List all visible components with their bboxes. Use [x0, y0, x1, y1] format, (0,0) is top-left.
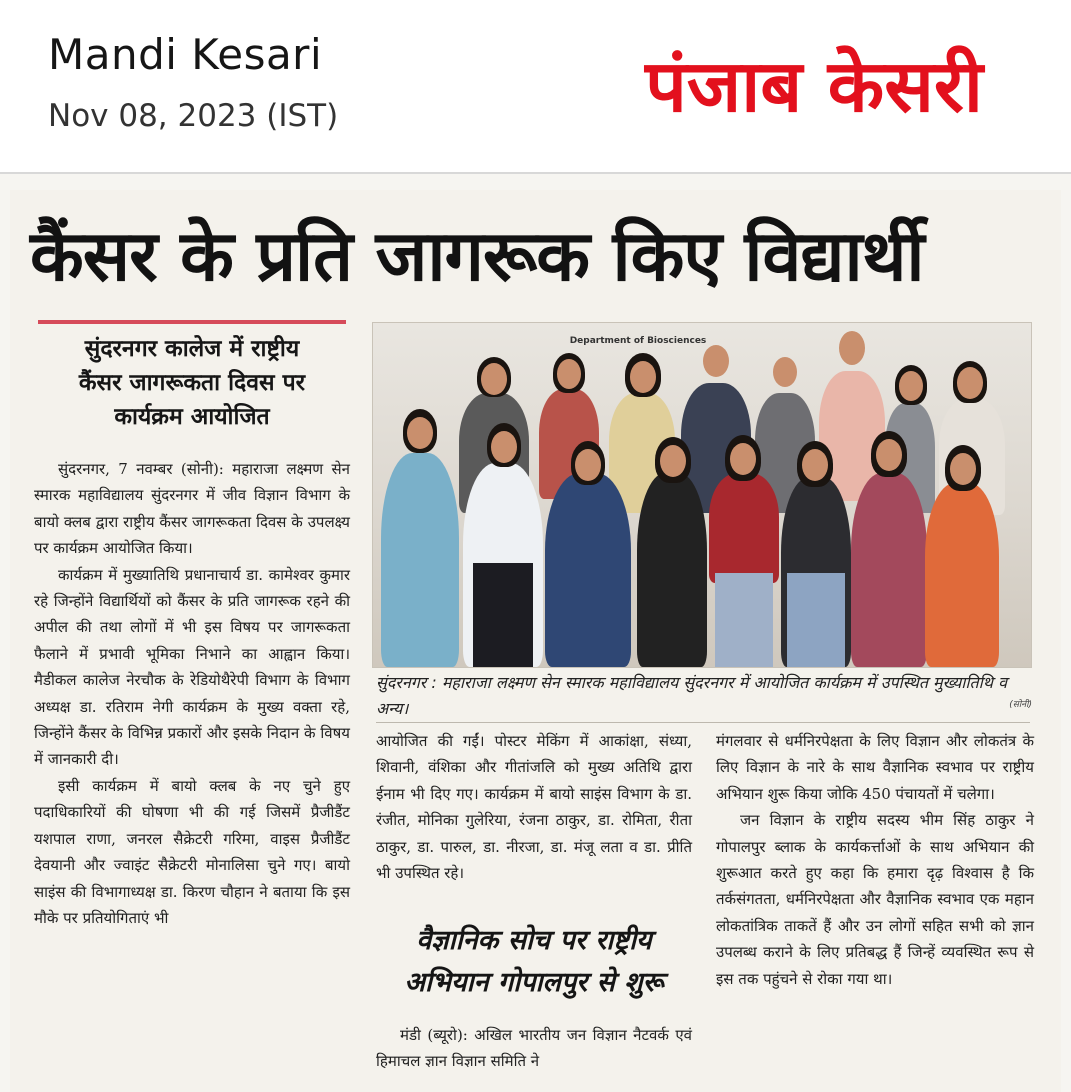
- article-column-2: [376, 728, 692, 886]
- event-group-photo: [372, 322, 1032, 668]
- page-header: [0, 0, 1071, 172]
- main-headline: कैंसर के प्रति जागरूक किए विद्यार्थी: [30, 215, 924, 297]
- second-headline: [376, 920, 692, 1004]
- article-paragraph: मंडी (ब्यूरो): अखिल भारतीय जन विज्ञान नैटवर्क एवं हिमाचल ज्ञान विज्ञान समिति ने: [376, 1026, 692, 1071]
- subheadline: [38, 332, 346, 434]
- newspaper-masthead-logo: पंजाब केसरी: [645, 44, 983, 128]
- photo-credit: (सोनी): [1009, 700, 1032, 710]
- photo-caption-text: सुंदरनगर : महाराजा लक्ष्मण सेन स्मारक महाविद्यालय सुंदरनगर में आयोजित कार्यक्रम में उपस्थित मुख्यातिथि व अन्य।: [376, 673, 1007, 718]
- subhead-line-2: कैंसर जागरूकता दिवस पर: [78, 370, 306, 396]
- subhead-rule: [38, 320, 346, 324]
- article-paragraph: आयोजित की गईं। पोस्टर मेकिंग में आकांक्षा, संध्या, शिवानी, वंशिका और गीतांजलि को मुख्य अतिथि द्वारा ईनाम भी दिए गए। कार्यक्रम में बायो साइंस विभाग के डा. रंजीत, मोनिका गुलेरिया, रंजना ठाकुर, डा. रोमिता, रीता ठाकुर, डा. पारुल, डा. नीरजा, डा. मंजू लता व डा. प्रीति भी उपस्थित रहे।: [376, 732, 692, 883]
- caption-divider: [376, 722, 1030, 723]
- second-headline-line-2: अभियान गोपालपुर से शुरू: [404, 967, 664, 998]
- article-paragraph: जन विज्ञान के राष्ट्रीय सदस्य भीम सिंह ठाकुर ने गोपालपुर ब्लाक के कार्यकर्त्ताओं के साथ अभियान की शुरूआत करते हुए कहा कि हमारा दृढ़ विश्वास है कि तर्कसंगतता, धर्मनिरपेक्षता और वैज्ञानिक स्वभाव एक महान लोकतांत्रिक ताकतें हैं और उन लोगों सहित सभी को ज्ञान उपलब्ध कराने के लिए प्रतिबद्ध हैं जिन्हें व्यवस्थित रूप से इस तक पहुंचने से रोका गया था।: [716, 811, 1034, 988]
- article-paragraph: सुंदरनगर, 7 नवम्बर (सोनी): महाराजा लक्ष्मण सेन स्मारक महाविद्यालय सुंदरनगर में जीव विज्ञान विभाग के बायो क्लब द्वारा राष्ट्रीय कैंसर जागरूकता दिवस के उपलक्ष्य पर कार्यक्रम आयोजित किया।: [34, 460, 350, 558]
- photo-banner-text: Department of Biosciences: [569, 336, 707, 346]
- article-column-1: [34, 456, 350, 931]
- subhead-line-3: कार्यक्रम आयोजित: [114, 404, 270, 430]
- article-paragraph: मंगलवार से धर्मनिरपेक्षता के लिए विज्ञान और लोकतंत्र के लिए विज्ञान के नारे के साथ वैज्ञानिक स्वभाव पर राष्ट्रीय अभियान शुरू किया जोकि 450 पंचायतों में चलेगा।: [716, 732, 1034, 803]
- edition-name: Mandi Kesari: [48, 30, 323, 79]
- article-paragraph: कार्यक्रम में मुख्यातिथि प्रधानाचार्य डा. कामेश्वर कुमार रहे जिन्होंने विद्यार्थियों को कैंसर के प्रति जागरूक रहने की अपील की तथा लोगों में भी इस विषय पर जागरूकता फैलाने में प्रभावी भूमिका निभाने का आह्वान किया। मैडीकल कालेज नेरचौक के रेडियोथैरेपी विभाग के विभाग अध्यक्ष डा. रतिराम नेगी कार्यक्रम के मुख्य वक्ता रहे, जिन्होंने कैंसर के विभिन्न प्रकारों और इसके निदान के विषय में जानकारी दी।: [34, 565, 350, 769]
- edition-date: Nov 08, 2023 (IST): [48, 98, 339, 134]
- article-paragraph: इसी कार्यक्रम में बायो क्लब के नए चुने हुए पदाधिकारियों की घोषणा भी की गई जिसमें प्रैजीडैंट यशपाल राणा, जनरल सैक्रेटरी गरिमा, वाइस प्रैजीडैंट देवयानी और ज्वाइंट सैक्रेटरी मोनालिसा चुने गए। बायो साइंस की विभागाध्यक्ष डा. किरण चौहान ने बताया कि इस मौके पर प्रतियोगिताएं भी: [34, 776, 350, 927]
- second-headline-line-1: वैज्ञानिक सोच पर राष्ट्रीय: [416, 925, 652, 956]
- subhead-line-1: सुंदरनगर कालेज में राष्ट्रीय: [84, 336, 300, 362]
- article-column-3: [716, 728, 1034, 992]
- article2-lead: [376, 1022, 692, 1075]
- photo-caption: [376, 670, 1032, 722]
- header-divider: [0, 172, 1071, 174]
